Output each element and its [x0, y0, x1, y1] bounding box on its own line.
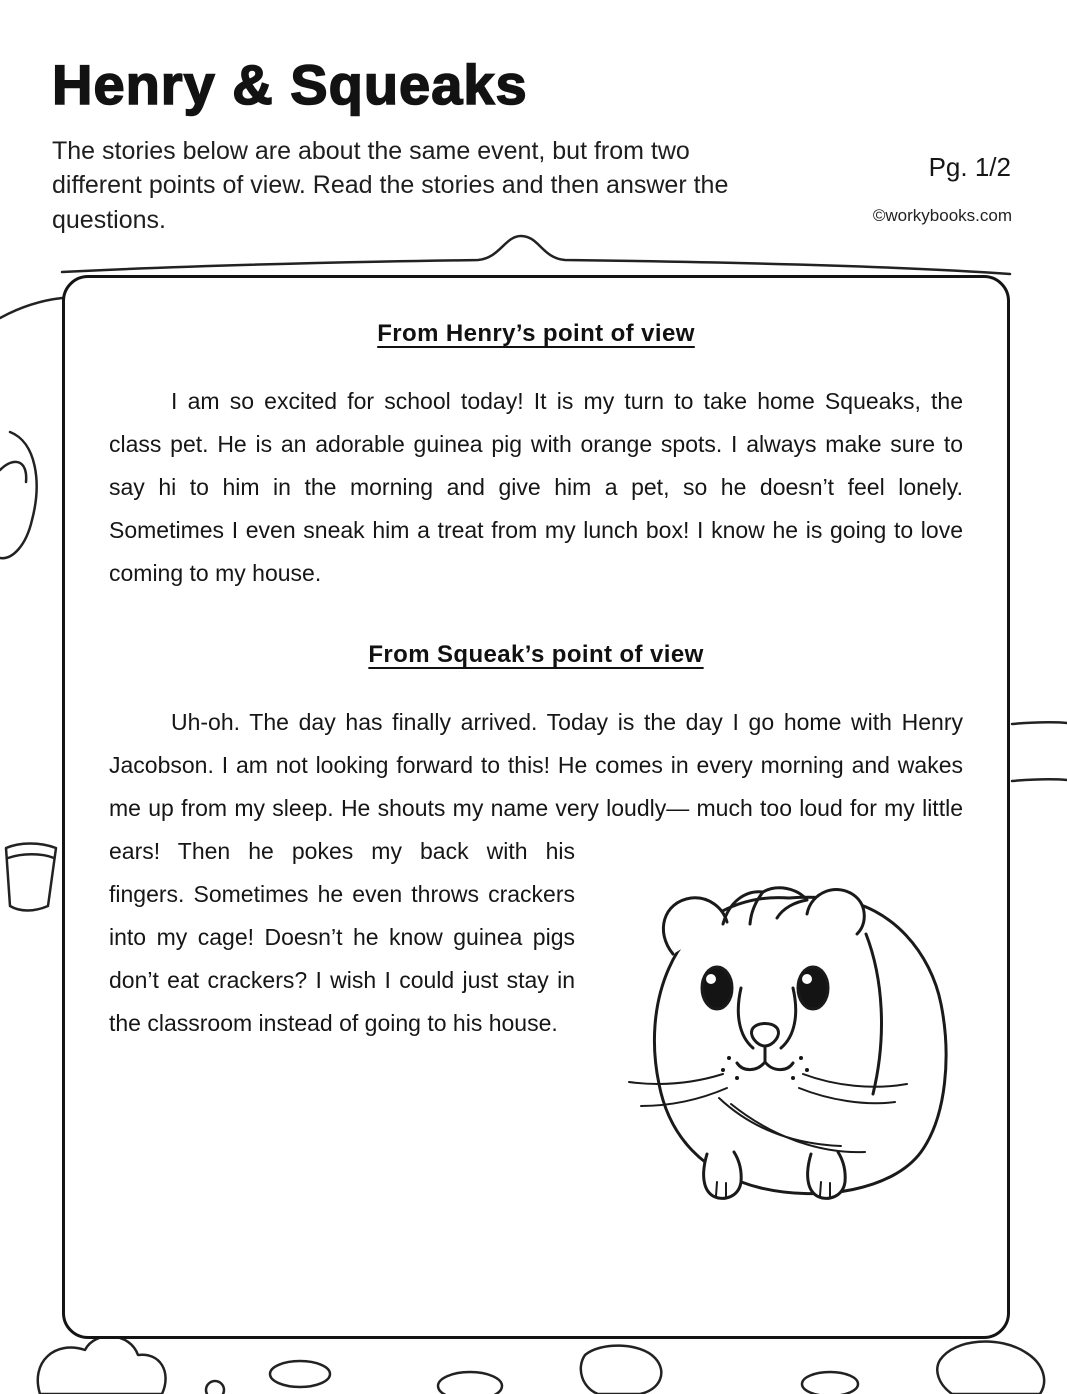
instructions-text: The stories below are about the same event, but from two different points of view. Read the stories and then answer the questions. [52, 137, 729, 234]
story-box [62, 275, 1010, 1339]
copyright-credit: ©workybooks.com [872, 206, 1012, 225]
story-heading-henry: From Henry’s point of view [377, 320, 695, 347]
page-title: Henry & Squeaks [52, 53, 528, 116]
page-number: Pg. 1/2 [928, 152, 1011, 182]
squeaks-story-container [109, 701, 963, 1206]
text-wrap-spacer [963, 701, 964, 830]
story-heading-squeaks: From Squeak’s point of view [368, 641, 704, 668]
story-text-squeaks: Uh-oh. The day has finally arrived. Today is the day I go home with Henry Jacobson. I am not looking forward to this! He comes in every morning and wakes me up from my sleep. He shouts my name very loudly— much too loud for my little ears! Then he pokes my back with his fingers. Sometimes he even throws crackers into my cage! Doesn’t he know guinea pigs don’t eat crackers? I wish I could just stay in the classroom instead of going to his house. [109, 709, 963, 1036]
guinea-pig-illustration [611, 836, 963, 1206]
story-text-henry: I am so excited for school today! It is my turn to take home Squeaks, the class pet. He is an adorable guinea pig with orange spots. I always make sure to say hi to him in the morning and give him a pet, so he doesn’t feel lonely. Sometimes I even sneak him a treat from my lunch box! I know he is going to love coming to my house. [109, 388, 963, 586]
guinea-pig-drawing [611, 836, 963, 1206]
